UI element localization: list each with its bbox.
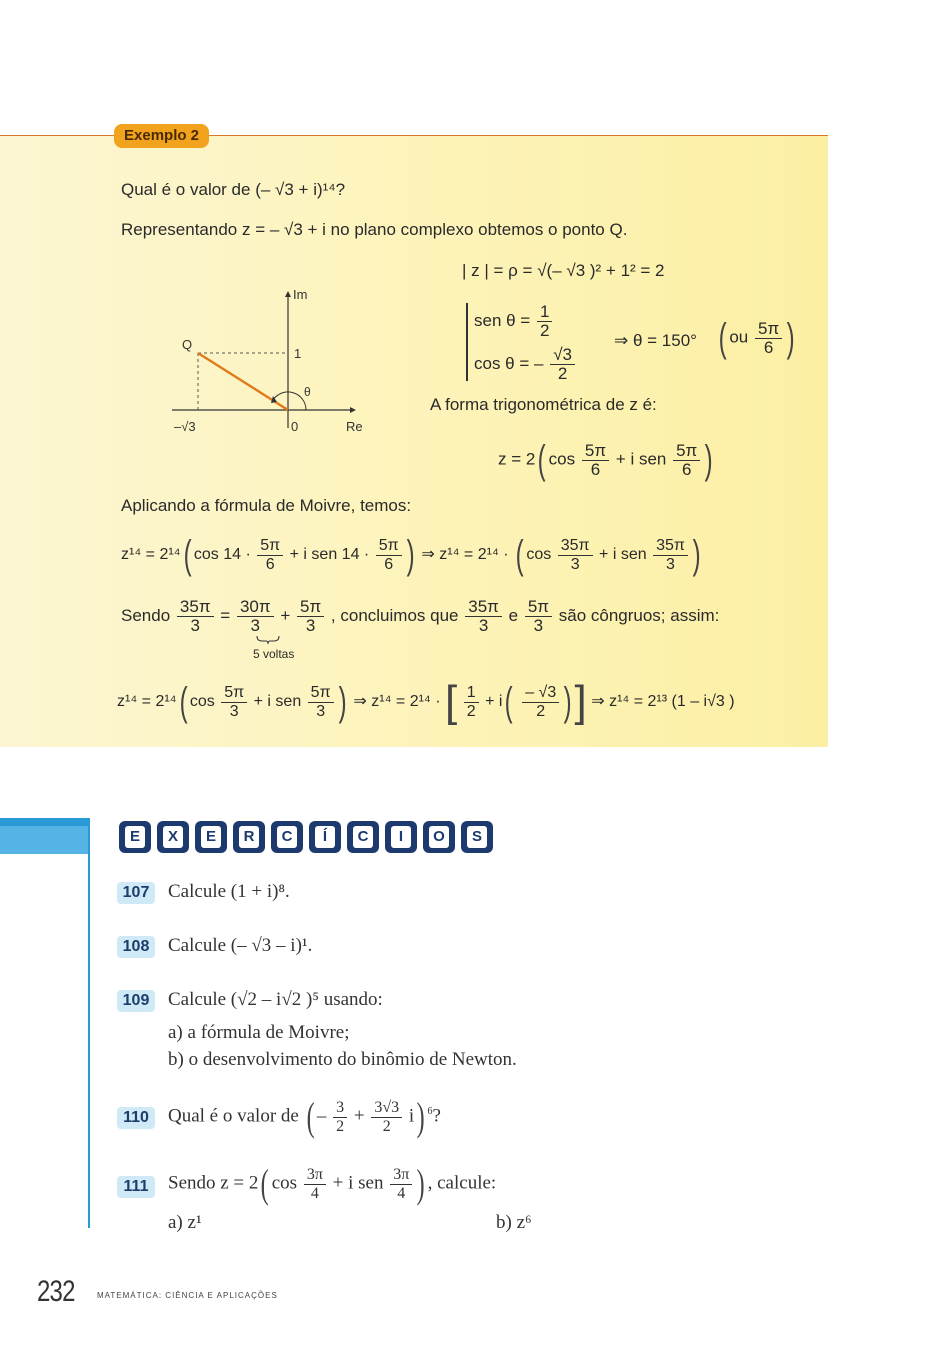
ex110-frac2-den: 2 xyxy=(382,1117,391,1135)
s-frac3-den: 3 xyxy=(305,616,316,635)
system-brace xyxy=(466,303,468,381)
title-tile xyxy=(195,821,227,853)
ou-label: ou xyxy=(729,327,749,347)
sendo-eq: = xyxy=(220,605,231,625)
sendo-plus: + xyxy=(280,605,291,625)
voltas-label: 5 voltas xyxy=(253,647,295,661)
zero-label: 0 xyxy=(291,419,299,434)
ex111-cos: cos xyxy=(271,1172,298,1194)
title-letter: C xyxy=(353,826,373,848)
f-frac3-num: 1 xyxy=(464,684,479,703)
ex110-exp: 6 xyxy=(427,1106,433,1118)
ex110-frac1-num: 3 xyxy=(333,1099,347,1118)
final-eq: z¹⁴ = 2¹⁴( cos $\frac{5\pi}{3}$ + i sen $\frac{5\pi}{3}$ ) ⇒ z¹⁴ = 2¹⁴ · [ $\frac{1}{2}$ + i( $\frac{- √3}{2}$ )] ⇒ z¹⁴ = 2¹³ (1 – i√3 ) xyxy=(117,677,735,726)
title-letter: C xyxy=(277,826,297,848)
example-question: Qual é o valor de (– √3 + i)¹⁴? xyxy=(121,180,346,199)
tf-frac2 xyxy=(673,442,700,479)
page-number: 232 xyxy=(37,1275,75,1308)
im-label: Im xyxy=(293,287,308,302)
f-frac3 xyxy=(464,684,479,721)
final-cos: cos xyxy=(189,693,215,711)
sen-frac xyxy=(537,303,552,340)
concluimos-word: , concluimos que xyxy=(330,605,459,625)
neg-sqrt3-label: –√3 xyxy=(174,419,196,434)
ex111-frac1 xyxy=(304,1166,326,1203)
final-plus-i: + i xyxy=(485,693,503,711)
title-tile xyxy=(309,821,341,853)
s-frac3 xyxy=(297,598,324,635)
s-frac1 xyxy=(177,598,214,635)
title-letter: E xyxy=(201,826,221,848)
sen-frac-den: 2 xyxy=(539,321,550,340)
ex110-frac2 xyxy=(371,1099,402,1136)
m-frac4-den: 3 xyxy=(666,555,675,573)
alt-frac-den: 6 xyxy=(763,337,774,357)
exercise-107-text: Calcule (1 + i)⁸. xyxy=(168,881,290,902)
theta-result: ⇒ θ = 150° xyxy=(614,331,697,350)
m-frac3-den: 3 xyxy=(570,555,580,573)
example-tab: Exemplo 2 xyxy=(114,124,209,148)
cos-frac xyxy=(550,346,575,383)
title-letter: X xyxy=(163,826,183,848)
sendo-word: Sendo xyxy=(121,605,171,625)
title-tile xyxy=(233,821,265,853)
m-frac4 xyxy=(653,537,688,574)
ex111-after: , calcule: xyxy=(427,1172,497,1194)
tf-frac2-den: 6 xyxy=(681,459,692,479)
f-frac2 xyxy=(308,684,334,721)
moivre-eq: z¹⁴ = 2¹⁴( cos 14 · $\frac{5\pi}{6}$ + i sen 14 · $\frac{5\pi}{6}$ ) ⇒ z¹⁴ = 2¹⁴ · ( cos $\frac{35\pi}{3}$ + i sen $\frac{35\pi}{3}$ ) xyxy=(121,533,701,577)
f-frac2-den: 3 xyxy=(316,702,326,720)
moivre-z14b: z¹⁴ = 2¹⁴ · xyxy=(439,546,509,564)
m-frac2 xyxy=(376,537,402,574)
exercise-number: 108 xyxy=(117,936,155,958)
re-arrow-icon xyxy=(350,407,356,413)
final-isen: + i sen xyxy=(253,693,302,711)
m-frac3 xyxy=(558,537,593,574)
trig-form-eq: z = 2( cos $\frac{5\pi}{6}$ + i sen $\frac{5\pi}{6}$ ) xyxy=(498,438,713,482)
moivre-text: Aplicando a fórmula de Moivre, temos: xyxy=(121,496,412,515)
ex111-before: Sendo z = 2 xyxy=(168,1172,259,1194)
f-frac1-den: 3 xyxy=(229,702,239,720)
s-frac2-den: 3 xyxy=(250,616,260,635)
sen-label: sen θ = xyxy=(474,310,531,330)
f-frac4 xyxy=(522,684,559,721)
sen-eq xyxy=(474,303,554,340)
f-frac4-den: 2 xyxy=(536,702,546,720)
cos-word: cos xyxy=(548,449,576,469)
s-frac3-num: 5π xyxy=(297,598,324,617)
s-frac1-den: 3 xyxy=(190,616,200,635)
one-label: 1 xyxy=(294,346,302,361)
s-frac2 xyxy=(237,598,274,635)
alt-frac-num: 5π xyxy=(755,320,782,339)
exercise-111-text: Sendo z = 2( cos $\frac{3\pi}{4}$ + i sen $\frac{3\pi}{4}$ ) , calcule: xyxy=(168,1161,497,1206)
final-z14: z¹⁴ = 2¹⁴ xyxy=(117,693,177,711)
re-label: Re xyxy=(346,419,363,434)
tf-frac1-num: 5π xyxy=(582,442,609,461)
ex111-frac2-den: 4 xyxy=(397,1184,406,1202)
implies-2: ⇒ xyxy=(353,693,367,711)
moivre-isen: + i sen xyxy=(599,546,647,564)
s-frac1-num: 35π xyxy=(177,598,214,617)
cos-frac-den: 2 xyxy=(557,364,568,383)
exercise-109-a: a) a fórmula de Moivre; xyxy=(168,1022,350,1043)
exercise-number: 111 xyxy=(117,1176,155,1198)
exercises-side-decoration xyxy=(0,818,90,1228)
title-tile xyxy=(157,821,189,853)
title-tile xyxy=(461,821,493,853)
f-frac1-num: 5π xyxy=(221,684,247,703)
exercise-number: 109 xyxy=(117,990,155,1012)
z-eq: z = 2 xyxy=(498,449,536,469)
ex111-frac1-num: 3π xyxy=(304,1166,326,1185)
cos-label: cos θ = – xyxy=(474,353,544,373)
im-arrow-icon xyxy=(285,291,291,297)
alt-frac xyxy=(755,320,782,357)
tf-frac1 xyxy=(582,442,609,479)
moivre-cos14: cos 14 · xyxy=(193,546,251,564)
s-frac5-num: 5π xyxy=(525,598,552,617)
exercise-108-text: Calcule (– √3 – i)¹. xyxy=(168,935,313,956)
exercise-110-text: Qual é o valor de ( – $\frac{3}{2}$ + $\frac{3√3}{2}$ i) $^6$? xyxy=(168,1094,441,1139)
s-frac4-num: 35π xyxy=(465,598,502,617)
trig-form-text: A forma trigonométrica de z é: xyxy=(430,395,657,414)
title-letter: I xyxy=(391,826,411,848)
exercise-109-text: Calcule (√2 – i√2 )⁵ usando: xyxy=(168,989,383,1010)
book-title: MATEMÁTICA: CIÊNCIA E APLICAÇÕES xyxy=(97,1291,278,1300)
ex110-q: ? xyxy=(432,1105,441,1127)
ex111-frac1-den: 4 xyxy=(310,1184,319,1202)
exercise-111-a: a) z¹ xyxy=(168,1212,202,1233)
exercise-109-b: b) o desenvolvimento do binômio de Newton. xyxy=(168,1049,517,1070)
ex110-frac1 xyxy=(333,1099,347,1136)
cos-eq xyxy=(474,346,577,383)
m-frac1 xyxy=(257,537,283,574)
ex111-frac2 xyxy=(390,1166,412,1203)
complex-plane-graph xyxy=(170,283,370,443)
title-letter: E xyxy=(125,826,145,848)
q-label: Q xyxy=(182,337,193,352)
s-frac4 xyxy=(465,598,502,635)
title-tile xyxy=(119,821,151,853)
f-frac3-den: 2 xyxy=(466,702,476,720)
exercise-number: 107 xyxy=(117,882,155,904)
sendo-line xyxy=(121,598,719,635)
title-letter: S xyxy=(467,826,487,848)
ex111-isen: + i sen xyxy=(332,1172,384,1194)
title-tile xyxy=(271,821,303,853)
m-frac1-num: 5π xyxy=(257,537,283,556)
ex111-frac2-num: 3π xyxy=(390,1166,412,1185)
theta-arc xyxy=(273,392,306,410)
moivre-isen14: + i sen 14 · xyxy=(289,546,370,564)
exercises-title xyxy=(119,821,493,853)
title-tile xyxy=(423,821,455,853)
ex110-i: i xyxy=(408,1105,415,1127)
moivre-z14: z¹⁴ = 2¹⁴ xyxy=(121,546,181,564)
modulus-eq: | z | = ρ = √(– √3 )² + 1² = 2 xyxy=(462,261,665,280)
e-word: e xyxy=(508,605,519,625)
title-letter: Í xyxy=(315,826,335,848)
cos-frac-num: √3 xyxy=(550,346,575,365)
voltas-brace-icon xyxy=(256,635,280,645)
title-tile xyxy=(385,821,417,853)
exercise-111-b: b) z⁶ xyxy=(496,1212,532,1233)
m-frac2-den: 6 xyxy=(384,555,394,573)
f-frac1 xyxy=(221,684,247,721)
implies-1: ⇒ xyxy=(421,546,435,564)
tf-frac1-den: 6 xyxy=(590,459,601,479)
s-frac5 xyxy=(525,598,552,635)
final-z14b: z¹⁴ = 2¹⁴ · xyxy=(371,693,441,711)
sen-frac-num: 1 xyxy=(537,303,552,322)
s-frac4-den: 3 xyxy=(478,616,489,635)
ex110-frac1-den: 2 xyxy=(336,1117,345,1135)
title-letter: O xyxy=(429,826,449,848)
m-frac4-num: 35π xyxy=(653,537,688,556)
isen-word: + i sen xyxy=(615,449,667,469)
title-tile xyxy=(347,821,379,853)
exercise-number: 110 xyxy=(117,1107,155,1129)
tf-frac2-num: 5π xyxy=(673,442,700,461)
s-frac5-den: 3 xyxy=(533,616,544,635)
moivre-cos: cos xyxy=(526,546,552,564)
m-frac3-num: 35π xyxy=(558,537,593,556)
f-frac2-num: 5π xyxy=(308,684,334,703)
m-frac1-den: 6 xyxy=(265,555,275,573)
final-result: ⇒ z¹⁴ = 2¹³ (1 – i√3 ) xyxy=(591,693,735,711)
ex110-frac2-num: 3√3 xyxy=(371,1099,402,1118)
congruos-word: são côngruos; assim: xyxy=(558,605,720,625)
s-frac2-num: 30π xyxy=(237,598,274,617)
ex110-before: Qual é o valor de xyxy=(168,1105,299,1127)
m-frac2-num: 5π xyxy=(376,537,402,556)
theta-label: θ xyxy=(304,385,311,399)
title-letter: R xyxy=(239,826,259,848)
theta-alt: ( ou $\frac{5\pi}{6}$ ) xyxy=(718,316,795,360)
f-frac4-num: – √3 xyxy=(522,684,559,703)
example-intro: Representando z = – √3 + i no plano complexo obtemos o ponto Q. xyxy=(121,220,628,239)
